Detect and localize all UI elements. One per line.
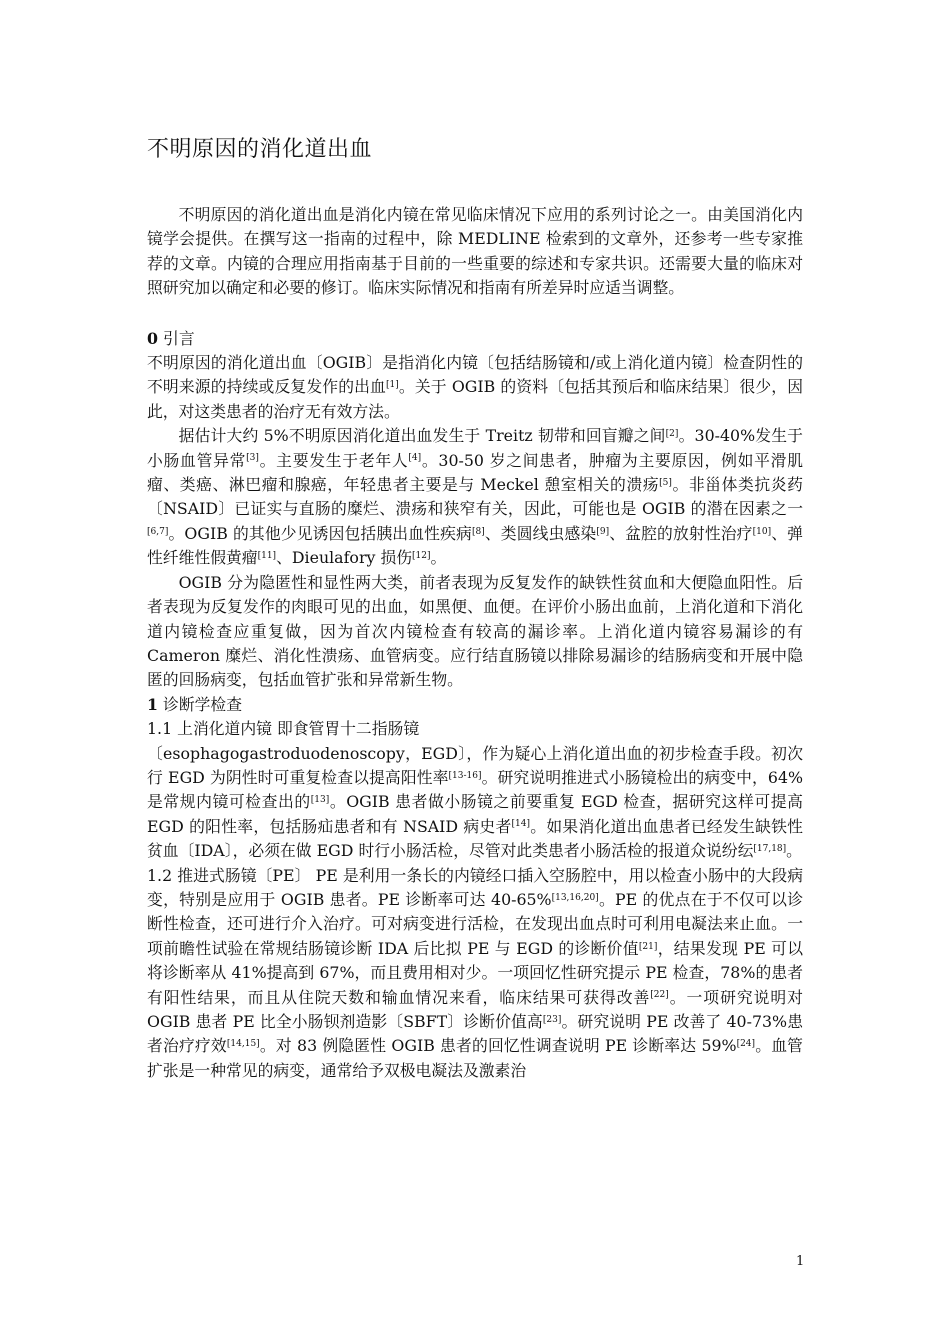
text-run: 、类圆线虫感染 <box>484 523 597 543</box>
text-run: 。OGIB 的其他少见诱因包括胰出血性疾病 <box>168 523 472 543</box>
text-run: 。对 83 例隐匿性 OGIB 患者的回忆性调查说明 PE 诊断率达 59% <box>259 1036 737 1056</box>
citation: [14,15] <box>226 1039 260 1050</box>
citation: [4] <box>408 453 422 464</box>
intro-paragraph-2 <box>147 424 803 570</box>
citation: [11] <box>257 551 277 562</box>
citation: [23] <box>542 1014 562 1025</box>
citation: [5] <box>659 477 672 488</box>
page-number: 1 <box>796 1254 805 1269</box>
document-title: 不明原因的消化道出血 <box>147 137 373 162</box>
citation: [14] <box>511 819 531 830</box>
section-title: 引言 <box>163 328 195 348</box>
section-number: 0 <box>147 328 158 348</box>
section-heading-introduction <box>147 327 803 351</box>
push-enteroscopy-paragraph <box>147 864 803 1084</box>
text-run: 、弹性纤维性假黄瘤 <box>147 523 803 568</box>
section-title: 诊断学检查 <box>163 694 243 714</box>
citation: [2] <box>665 428 679 439</box>
text-run: 。主要发生于老年人 <box>258 450 409 470</box>
text-run: 据估计大约 5%不明原因消化道出血发生于 Treitz 韧带和回盲瓣之间 <box>178 426 666 446</box>
text-run: 。非甾体类抗炎药〔NSAID〕已证实与直肠的糜烂、溃疡和狭窄有关，因此，可能也是 OGIB 的潜在因素之一 <box>147 475 803 519</box>
upper-gi-endoscopy-paragraph <box>147 742 803 864</box>
subsection-heading-upper-gi-endoscopy: 1.1 上消化道内镜 即食管胃十二指肠镜 <box>147 719 420 739</box>
text-run: 、盆腔的放射性治疗 <box>609 523 753 543</box>
intro-paragraph-1 <box>147 351 803 424</box>
citation: [9] <box>596 526 610 537</box>
citation: [22] <box>650 990 669 1001</box>
text-run: 不明原因的消化道出血〔OGIB〕是指消化内镜〔包括结肠镜和/或上消化道内镜〕检查阴性的不明来源的持续或反复发作的出血 <box>147 353 803 397</box>
text-run: 。 <box>430 548 447 568</box>
citation: [1] <box>386 380 399 391</box>
text-run: 。研究说明 PE 改善了 40-73%患者治疗疗效 <box>147 1012 803 1056</box>
text-run: 。30-50 岁之间患者，肿瘤为主要原因，例如平滑肌瘤、类癌、淋巴瘤和腺癌，年轻患者主要是与 Meckel 憩室相关的溃疡 <box>147 450 803 495</box>
citation: [13] <box>310 795 330 806</box>
text-run: ，结果发现 PE 可以将诊断率从 41%提高到 67%，而且费用相对少。一项回忆性研究提示 PE 检查，78%的患者有阳性结果，而且从住院天数和输血情况来看，临床结果可获得改善 <box>147 938 803 1007</box>
text-run: 。OGIB 患者做小肠镜之前要重复 EGD 检查，据研究这样可提高 EGD 的阳性率，包括肠疝患者和有 NSAID 病史者 <box>147 792 803 836</box>
text-run: 。PE 的优点在于不仅可以诊断性检查，还可进行介入治疗。可对病变进行活检，在发现出血点时可利用电凝法来止血。一项前瞻性试验在常规结肠镜诊断 IDA 后比拟 PE 与 EGD 的诊断价值 <box>147 889 803 958</box>
text-run: 。血管扩张是一种常见的病变，通常给予双极电凝法及激素治 <box>147 1036 803 1080</box>
citation: [13,16,20] <box>551 892 599 903</box>
citation: [3] <box>246 453 259 464</box>
text-run: 。研究说明推进式小肠镜检出的病变中，64%是常规内镜可检查出的 <box>147 767 804 812</box>
citation: [8] <box>471 526 485 537</box>
citation: [24] <box>736 1039 756 1050</box>
citation: [21] <box>638 941 658 952</box>
citation: [6,7] <box>147 526 169 537</box>
citation: [13-16] <box>448 770 482 781</box>
citation: [12] <box>412 551 431 562</box>
text-run: 。关于 OGIB 的资料〔包括其预后和临床结果〕很少，因此，对这类患者的治疗无有效方法。 <box>147 377 803 421</box>
citation: [17,18] <box>753 843 787 854</box>
document-body <box>147 203 803 1083</box>
text-run: 、Dieulafory 损伤 <box>276 548 413 568</box>
text-run: 。 <box>786 841 802 861</box>
section-number: 1 <box>147 694 158 714</box>
text-run: 。30-40%发生于小肠血管异常 <box>147 426 803 470</box>
citation: [10] <box>752 526 772 537</box>
text-run: 1.2 推进式肠镜〔PE〕 PE 是利用一条长的内镜经口插入空肠腔中，用以检查小肠中的大段病变，特别是应用于 OGIB 患者。PE 诊断率可达 40-65% <box>147 865 803 909</box>
intro-paragraph-3: OGIB 分为隐匿性和显性两大类，前者表现为反复发作的缺铁性贫血和大便隐血阳性。后者表现为反复发作的肉眼可见的出血，如黑便、血便。在评价小肠出血前，上消化道和下消化道内镜检查应重复做，因为首次内镜检查有较高的漏诊率。上消化道内镜容易漏诊的有 Cameron 糜烂、消化性溃疡、血管病变。应行结直肠镜以排除易漏诊的结肠病变和开展中隐匿的回肠病变，包括血管扩张和异常新生物。 <box>147 572 803 690</box>
text-run: 。如果消化道出血患者已经发生缺铁性贫血〔IDA〕，必须在做 EGD 时行小肠活检，尽管对此类患者小肠活检的报道众说纷纭 <box>147 816 803 861</box>
section-heading-diagnosis <box>147 693 803 717</box>
text-run: 。一项研究说明对 OGIB 患者 PE 比全小肠钡剂造影〔SBFT〕诊断价值高 <box>147 987 803 1031</box>
abstract-paragraph: 不明原因的消化道出血是消化内镜在常见临床情况下应用的系列讨论之一。由美国消化内镜学会提供。在撰写这一指南的过程中，除 MEDLINE 检索到的文章外，还参考一些专家推荐的文章。内镜的合理应用指南基于目前的一些重要的综述和专家共识。还需要大量的临床对照研究加以确定和必要的修订。临床实际情况和指南有所差异时应适当调整。 <box>147 205 803 298</box>
text-run: 〔esophagogastroduodenoscopy，EGD〕，作为疑心上消化道出血的初步检查手段。初次行 EGD 为阴性时可重复检查以提高阳性率 <box>147 743 803 787</box>
